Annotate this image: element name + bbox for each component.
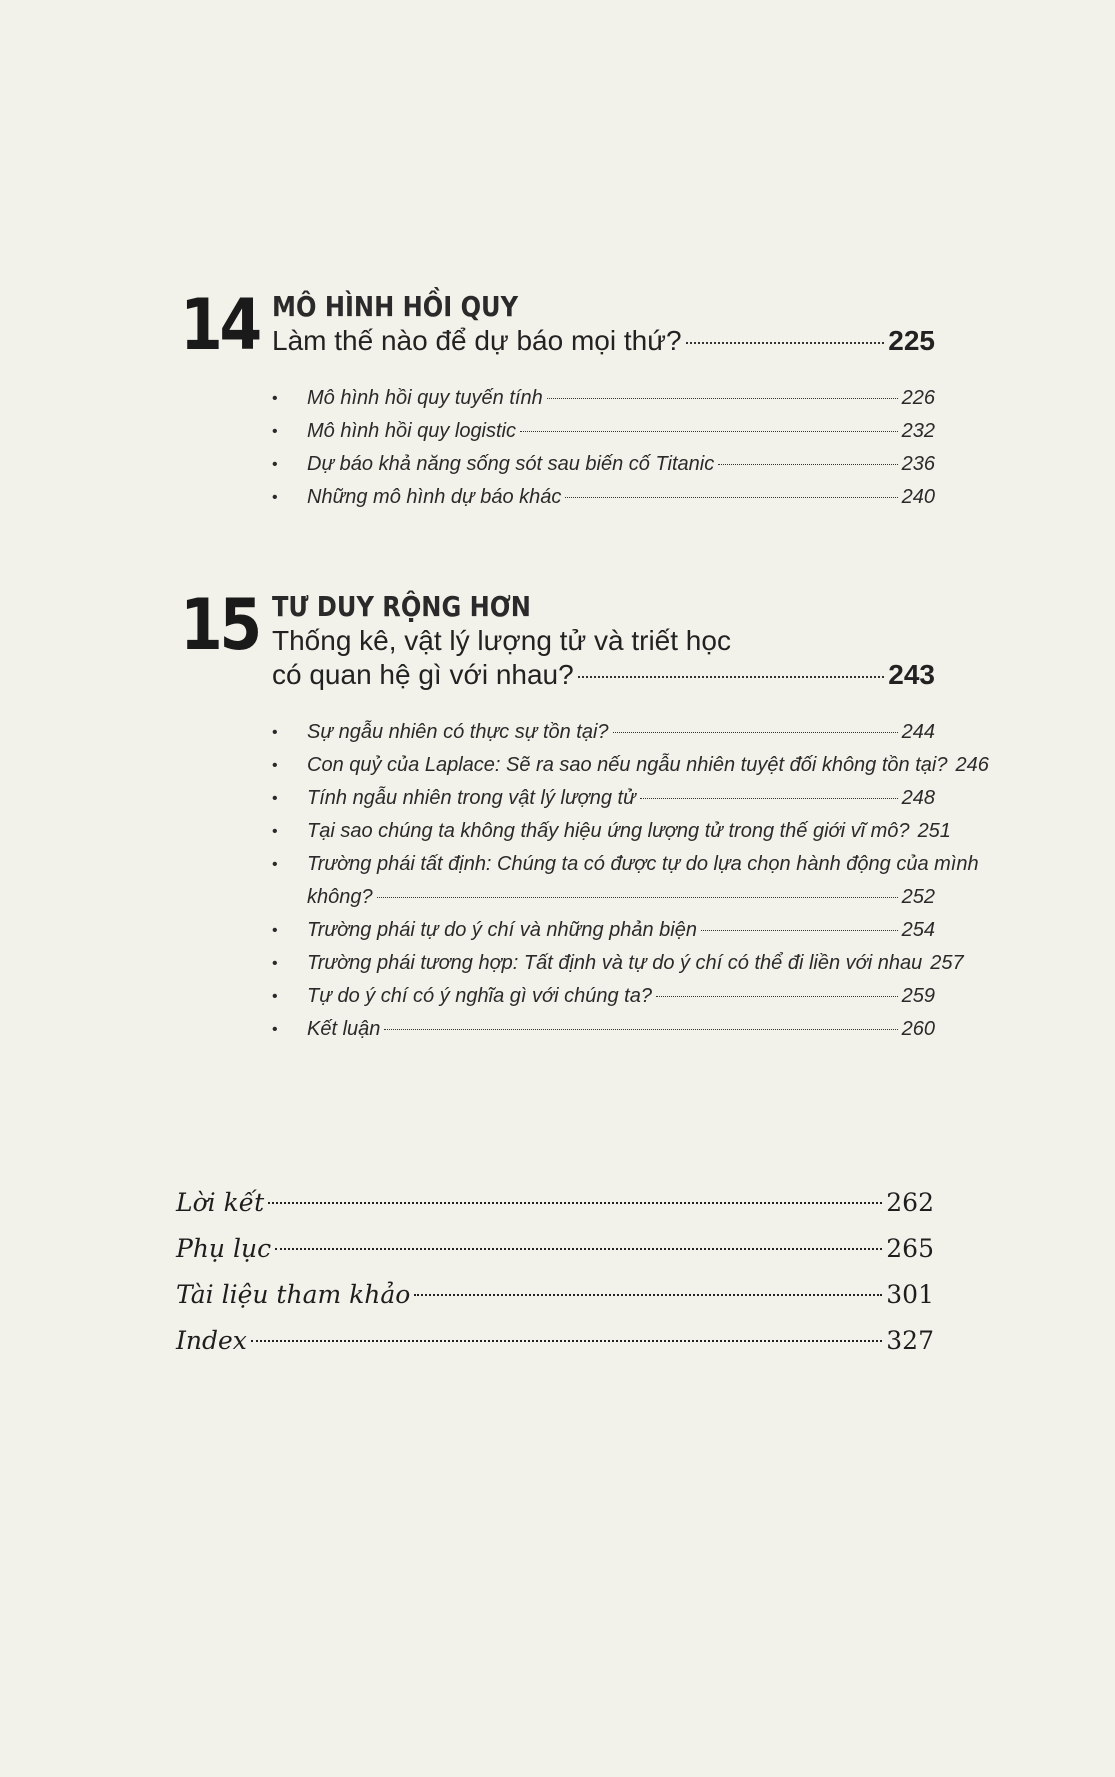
chapter-subtitle[interactable]: có quan hệ gì với nhau? 243: [272, 659, 935, 690]
leader-dots: [578, 676, 885, 678]
toc-entry[interactable]: • Mô hình hồi quy tuyến tính 226: [272, 382, 935, 415]
bullet-icon: •: [272, 790, 278, 807]
bullet-icon: •: [272, 823, 278, 840]
chapter-15: [180, 584, 989, 1050]
bullet-icon: •: [272, 423, 278, 440]
toc-entry[interactable]: • Kết luận 260: [272, 1013, 935, 1046]
bullet-icon: •: [272, 390, 278, 407]
bullet-icon: •: [272, 955, 278, 972]
toc-entry[interactable]: • Trường phái tương hợp: Tất định và tự do ý chí có thể đi liền với nhau 257: [272, 947, 935, 980]
bullet-icon: •: [272, 922, 278, 939]
bullet-icon: •: [272, 988, 278, 1005]
toc-entry[interactable]: • Con quỷ của Laplace: Sẽ ra sao nếu ngẫu nhiên tuyệt đối không tồn tại? 246: [272, 749, 935, 782]
chapter-subtitle[interactable]: Làm thế nào để dự báo mọi thứ? 225: [272, 325, 935, 356]
bullet-icon: •: [272, 757, 278, 774]
bullet-icon: •: [272, 1021, 278, 1038]
toc-entry[interactable]: • Tự do ý chí có ý nghĩa gì với chúng ta? 259: [272, 980, 935, 1013]
toc-entry-tai-lieu[interactable]: Tài liệu tham khảo 301: [176, 1280, 934, 1309]
chapter-number: 15: [180, 584, 259, 666]
section-list: [272, 716, 989, 1046]
page-number: 225: [888, 325, 935, 356]
toc-entry-index[interactable]: Index 327: [176, 1326, 934, 1355]
toc-entry[interactable]: • Tại sao chúng ta không thấy hiệu ứng lượng tử trong thế giới vĩ mô? 251: [272, 815, 935, 848]
bullet-icon: •: [272, 456, 278, 473]
bullet-icon: •: [272, 724, 278, 741]
toc-entry[interactable]: • Những mô hình dự báo khác 240: [272, 481, 935, 514]
chapter-14: [180, 284, 935, 530]
toc-entry[interactable]: • Trường phái tự do ý chí và những phản biện 254: [272, 914, 935, 947]
toc-entry[interactable]: • Dự báo khả năng sống sót sau biến cố Titanic 236: [272, 448, 935, 481]
end-matter-list: [176, 1180, 934, 1364]
chapter-subtitle-line: Thống kê, vật lý lượng tử và triết học: [272, 625, 731, 656]
leader-dots: [686, 342, 885, 344]
chapter-number: 14: [180, 284, 259, 366]
toc-entry-wrapped[interactable]: • Trường phái tất định: Chúng ta có được tự do lựa chọn hành động của mình không? 252: [272, 848, 935, 914]
chapter-title: TƯ DUY RỘNG HƠN: [272, 590, 531, 623]
toc-entry-loi-ket[interactable]: Lời kết 262: [176, 1188, 934, 1217]
section-list: [272, 382, 935, 514]
toc-entry-phu-luc[interactable]: Phụ lục 265: [176, 1234, 934, 1263]
chapter-title: MÔ HÌNH HỒI QUY: [272, 290, 519, 323]
toc-entry[interactable]: • Tính ngẫu nhiên trong vật lý lượng tử 248: [272, 782, 935, 815]
toc-entry[interactable]: • Sự ngẫu nhiên có thực sự tồn tại? 244: [272, 716, 935, 749]
bullet-icon: •: [272, 489, 278, 506]
bullet-icon: •: [272, 856, 278, 873]
toc-entry[interactable]: • Mô hình hồi quy logistic 232: [272, 415, 935, 448]
page-number: 243: [888, 659, 935, 690]
